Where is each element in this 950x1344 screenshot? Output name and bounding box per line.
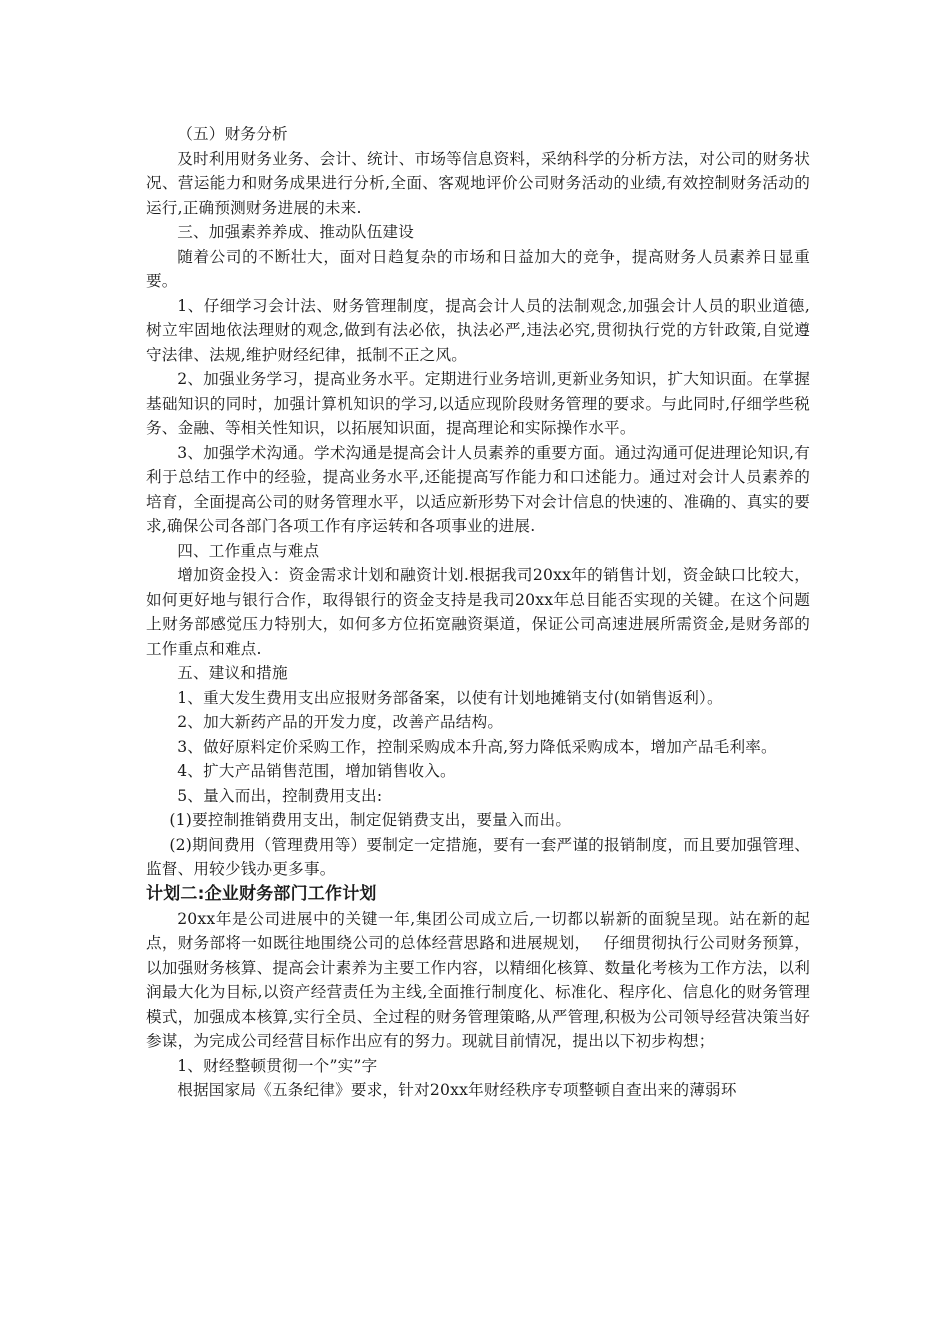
list-item: 3、加强学术沟通。学术沟通是提高会计人员素养的重要方面。通过沟通可促进理论知识,有利于总结工作中的经验，提高业务水平,还能提高写作能力和口述能力。通过对会计人员素养的培育，全面提高公司的财务管理水平，以适应新形势下对会计信息的快速的、准确的、真实的要求,确保公司各部门各项工作有序运转和各项事业的进展. — [146, 443, 810, 535]
list-item: 5、量入而出，控制费用支出: — [177, 786, 383, 805]
paragraph: 根据国家局《五条纪律》要求，针对20xx年财经秩序专项整顿自查出来的薄弱环 — [177, 1081, 737, 1099]
paragraph: 随着公司的不断壮大，面对日趋复杂的市场和日益加大的竞争，提高财务人员素养日显重要。 — [146, 247, 810, 290]
list-item: 4、扩大产品销售范围，增加销售收入。 — [177, 762, 456, 780]
list-item: 1、财经整顿贯彻一个”实”字 — [177, 1056, 378, 1075]
paragraph: 及时利用财务业务、会计、统计、市场等信息资料，采纳科学的分析方法，对公司的财务状况、营运能力和财务成果进行分析,全面、客观地评价公司财务活动的业绩,有效控制财务活动的运行,正确预测财务进展的未来. — [146, 149, 810, 217]
paragraph: 20xx年是公司进展中的关键一年,集团公司成立后,一切都以崭新的面貌呈现。站在新的起点，财务部将一如既往地围绕公司的总体经营思路和进展规划， 仔细贯彻执行公司财务预算，以加强财务核算、提高会计素养为主要工作内容，以精细化核算、数量化考核为工作方法，以利润最大化为目标,以资产经营责任为主线,全面推行制度化、标准化、程序化、信息化的财务管理模式，加强成本核算,实行全员、全过程的财务管理策略,从严管理,积极为公司领导经营决策当好参谋，为完成公司经营目标作出应有的努力。现就目前情况，提出以下初步构想； — [146, 909, 810, 1050]
list-item: 2、加大新药产品的开发力度，改善产品结构。 — [177, 713, 504, 731]
list-item: 2、加强业务学习，提高业务水平。定期进行业务培训,更新业务知识，扩大知识面。在掌握基础知识的同时，加强计算机知识的学习,以适应现阶段财务管理的要求。与此同时,仔细学些税务、金融、等相关性知识，以拓展知识面，提高理论和实际操作水平。 — [146, 370, 810, 437]
section-heading-key-points: 四、工作重点与难点 — [177, 541, 320, 560]
sub-list-item: (1)要控制推销费用支出，制定促销费支出，要量入而出。 — [169, 811, 572, 829]
list-item: 3、做好原料定价采购工作，控制采购成本升高,努力降低采购成本，增加产品毛利率。 — [177, 737, 777, 756]
paragraph: 增加资金投入：资金需求计划和融资计划.根据我司20xx年的销售计划，资金缺口比较大，如何更好地与银行合作，取得银行的资金支持是我司20xx年总目能否实现的关键。在这个问题上财务部感觉压力特别大，如何多方位拓宽融资渠道，保证公司高速进展所需资金,是财务部的工作重点和难点. — [146, 566, 810, 658]
document-page — [146, 122, 810, 1103]
section-heading-financial-analysis: （五）财务分析 — [177, 125, 288, 143]
list-item: 1、重大发生费用支出应报财务部备案，以使有计划地摊销支付(如销售返利）。 — [177, 688, 723, 707]
section-heading-suggestions: 五、建议和措施 — [177, 664, 288, 682]
section-heading-team-building: 三、加强素养养成、推动队伍建设 — [177, 223, 415, 241]
plan-two-title: 计划二:企业财务部门工作计划 — [146, 883, 377, 904]
list-item: 1、仔细学习会计法、财务管理制度，提高会计人员的法制观念,加强会计人员的职业道德,树立牢固地依法理财的观念,做到有法必依，执法必严,违法必究,贯彻执行党的方针政策,自觉遵守法律、法规,维护财经纪律，抵制不正之风。 — [146, 296, 810, 364]
sub-list-item: (2)期间费用（管理费用等）要制定一定措施，要有一套严谨的报销制度，而且要加强管理、监督、用较少钱办更多事。 — [146, 835, 810, 878]
